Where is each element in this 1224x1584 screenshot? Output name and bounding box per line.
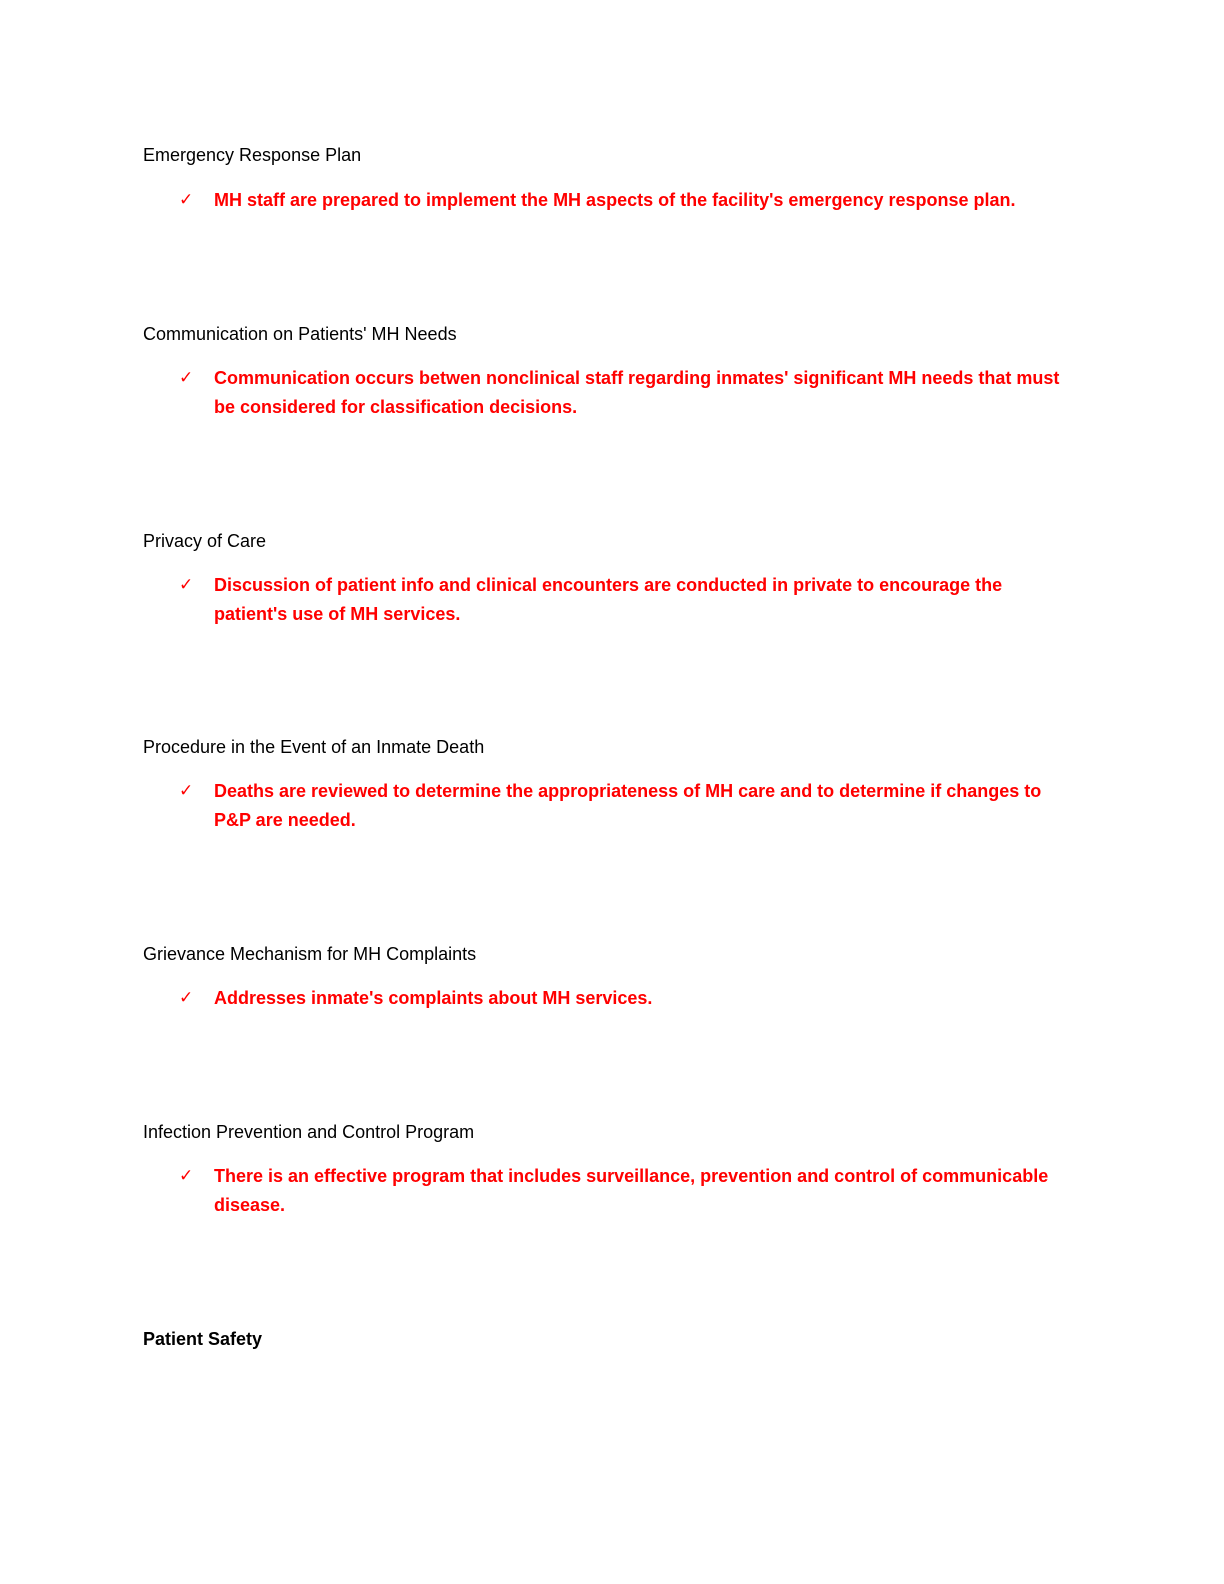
section-heading: Patient Safety xyxy=(143,1329,263,1349)
list-item-text: Addresses inmate's complaints about MH services. xyxy=(214,988,653,1008)
list-item-text: Discussion of patient info and clinical encounters are conducted in private to encourage the patient's use of MH services. xyxy=(214,575,1003,624)
section-heading: Infection Prevention and Control Program xyxy=(143,1122,475,1142)
checkmark-icon: ✓ xyxy=(179,781,194,801)
checkmark-icon: ✓ xyxy=(179,368,194,388)
list-item-text: Communication occurs betwen nonclinical staff regarding inmates' significant MH needs that must be considered for classification decisions. xyxy=(214,368,1060,417)
section-heading: Procedure in the Event of an Inmate Death xyxy=(143,737,485,757)
checkmark-icon: ✓ xyxy=(179,988,194,1008)
section-heading: Grievance Mechanism for MH Complaints xyxy=(143,944,477,964)
section-heading: Emergency Response Plan xyxy=(143,145,362,165)
checkmark-icon: ✓ xyxy=(179,575,194,595)
checkmark-icon: ✓ xyxy=(179,1166,194,1186)
list-item-text: There is an effective program that includes surveillance, prevention and control of communicable disease. xyxy=(214,1166,1049,1215)
section-heading: Communication on Patients' MH Needs xyxy=(143,324,457,344)
list-item-text: Deaths are reviewed to determine the appropriateness of MH care and to determine if changes to P&P are needed. xyxy=(214,781,1042,830)
checkmark-icon: ✓ xyxy=(179,190,194,210)
section-heading: Privacy of Care xyxy=(143,531,267,551)
list-item-text: MH staff are prepared to implement the MH aspects of the facility's emergency response plan. xyxy=(214,190,1016,210)
